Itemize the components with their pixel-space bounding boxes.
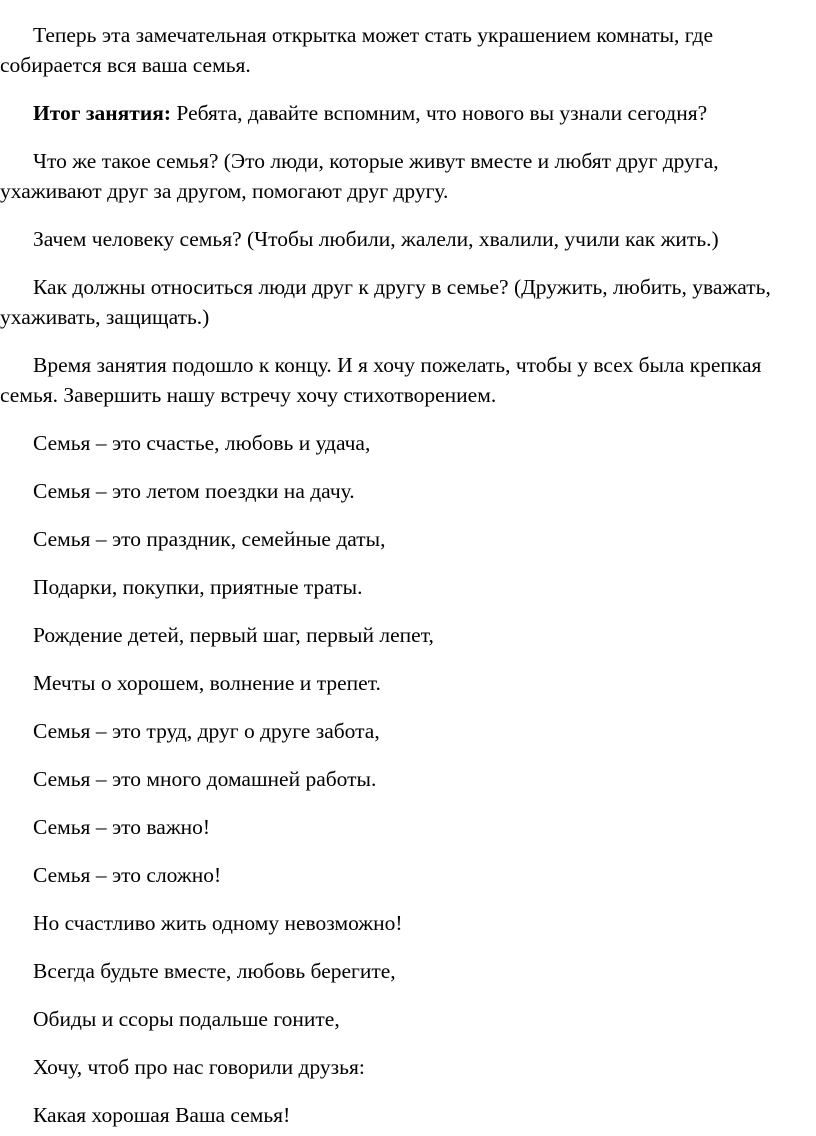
poem-line: Семья – это много домашней работы. xyxy=(33,767,377,791)
paragraph-text: Время занятия подошло к концу. И я хочу пожелать, чтобы у всех была крепкая семья. Завершить нашу встречу хочу стихотворением. xyxy=(0,353,762,407)
poem xyxy=(0,428,816,1130)
paragraph-text: Ребята, давайте вспомним, что нового вы узнали сегодня? xyxy=(171,101,708,125)
poem-line: Всегда будьте вместе, любовь берегите, xyxy=(33,959,396,983)
summary-label: Итог занятия: xyxy=(33,101,172,125)
poem-line: Семья – это труд, друг о друге забота, xyxy=(33,719,380,743)
poem-line: Обиды и ссоры подальше гоните, xyxy=(33,1007,340,1031)
poem-line: Рождение детей, первый шаг, первый лепет, xyxy=(33,623,434,647)
poem-line: Семья – это важно! xyxy=(33,815,211,839)
paragraph-summary xyxy=(0,98,816,128)
paragraph-how-relate xyxy=(0,272,816,332)
poem-line: Подарки, покупки, приятные траты. xyxy=(33,575,363,599)
poem-line: Какая хорошая Ваша семья! xyxy=(33,1103,291,1127)
paragraph-text: Как должны относиться люди друг к другу в семье? (Дружить, любить, уважать, ухаживать, защищать.) xyxy=(0,275,771,329)
paragraph-what-is-family xyxy=(0,146,816,206)
poem-line: Семья – это праздник, семейные даты, xyxy=(33,527,386,551)
poem-line: Хочу, чтоб про нас говорили друзья: xyxy=(33,1055,365,1079)
poem-line: Мечты о хорошем, волнение и трепет. xyxy=(33,671,381,695)
paragraph-why-family xyxy=(0,224,816,254)
paragraph-conclusion xyxy=(0,350,816,410)
paragraph-text: Зачем человеку семья? (Чтобы любили, жалели, хвалили, учили как жить.) xyxy=(33,227,719,251)
poem-line: Семья – это летом поездки на дачу. xyxy=(33,479,355,503)
paragraph-text: Теперь эта замечательная открытка может стать украшением комнаты, где собирается вся ваша семья. xyxy=(0,23,714,77)
paragraph-postcard xyxy=(0,20,816,80)
poem-line: Семья – это сложно! xyxy=(33,863,222,887)
paragraph-text: Что же такое семья? (Это люди, которые живут вместе и любят друг друга, ухаживают друг за другом, помогают друг другу. xyxy=(0,149,719,203)
poem-line: Семья – это счастье, любовь и удача, xyxy=(33,431,371,455)
poem-line: Но счастливо жить одному невозможно! xyxy=(33,911,403,935)
